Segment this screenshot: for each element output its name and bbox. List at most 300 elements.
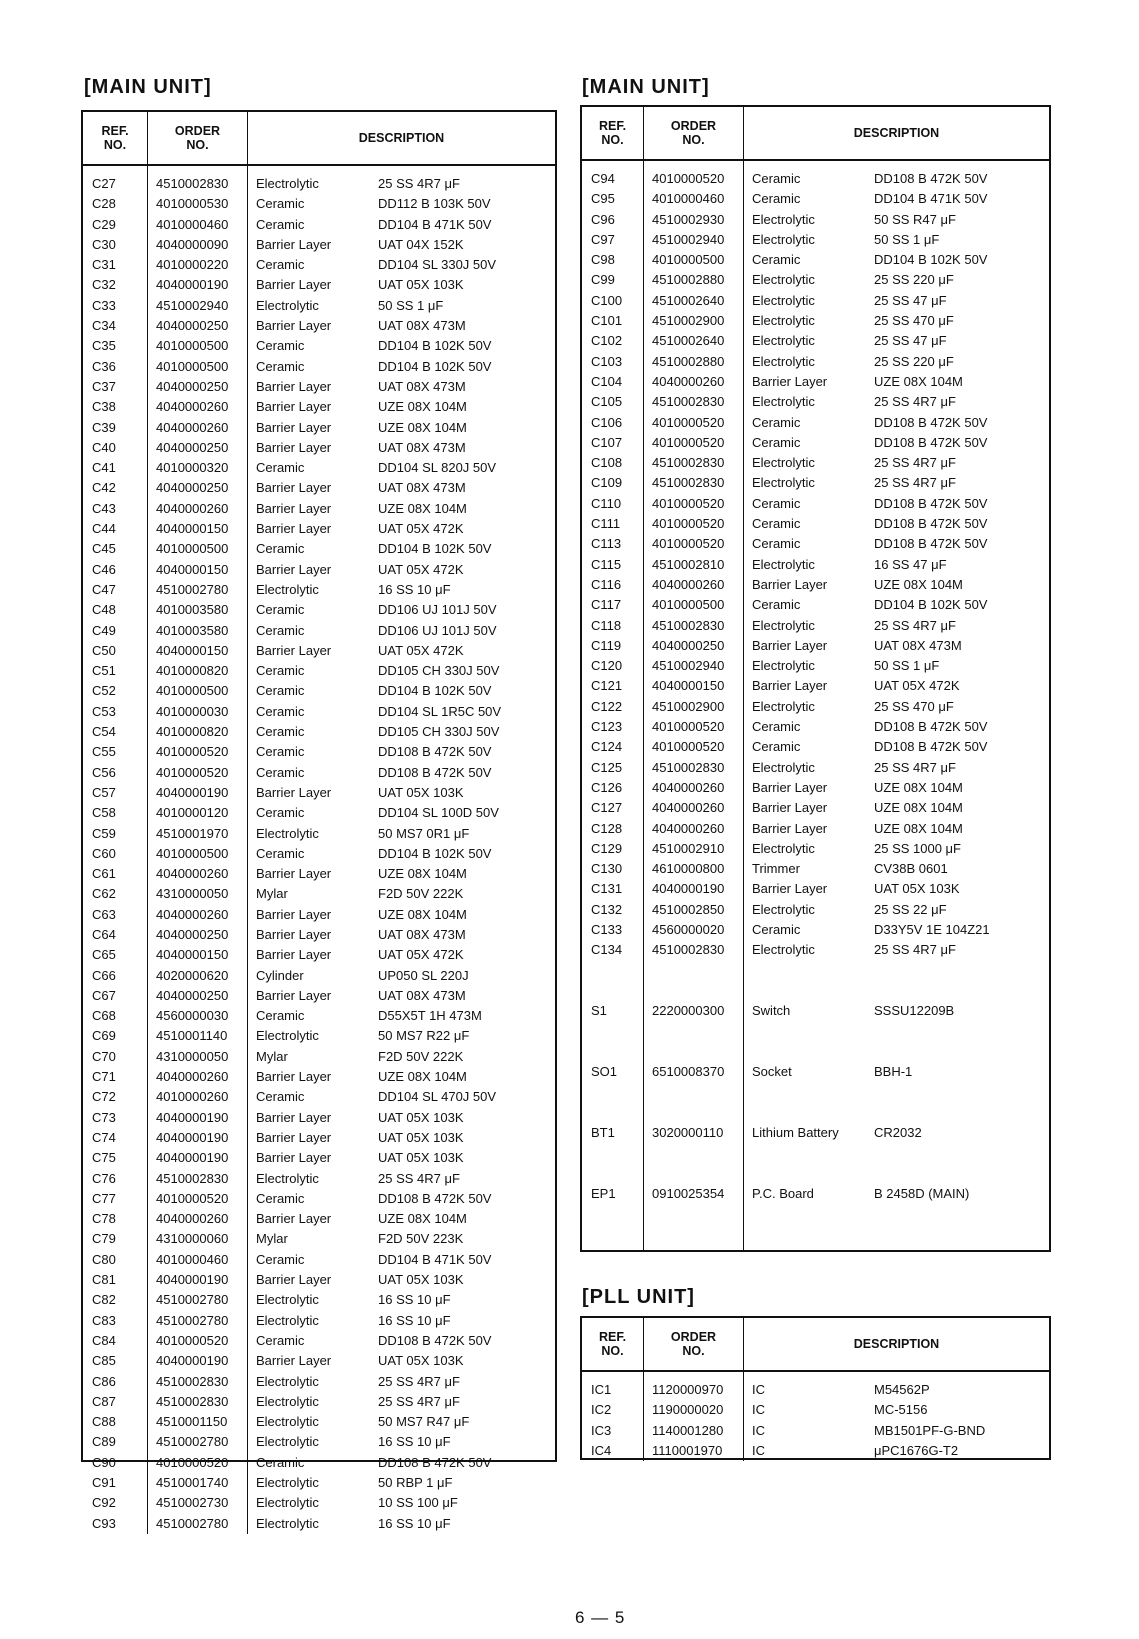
part-spec: UAT 05X 103K [378, 1150, 464, 1166]
description-cell [248, 1270, 555, 1290]
order-no-cell: 4010000520 [156, 1332, 229, 1348]
part-type: Ceramic [256, 622, 305, 638]
ref-no-cell: C129 [591, 840, 623, 856]
part-type: IC [752, 1422, 765, 1438]
part-type: Barrier Layer [256, 642, 332, 658]
ref-no-cell: C134 [591, 942, 623, 958]
ref-no-cell: IC4 [591, 1442, 612, 1458]
part-type: Barrier Layer [256, 866, 332, 882]
part-type: Switch [752, 1003, 791, 1019]
part-type: Ceramic [256, 1190, 305, 1206]
part-type: Barrier Layer [256, 521, 332, 537]
description-cell [248, 600, 555, 620]
part-spec: DD108 B 472K 50V [874, 719, 988, 735]
part-type: IC [752, 1382, 765, 1397]
ref-no-cell: IC1 [591, 1382, 612, 1397]
order-no-cell: 4010000520 [652, 536, 725, 552]
ref-no-cell: C37 [92, 378, 116, 394]
ref-no-cell: C50 [92, 642, 116, 658]
description-cell [744, 433, 1049, 453]
description-cell [744, 676, 1049, 696]
order-no-cell: 4560000020 [652, 921, 725, 937]
part-spec: DD108 B 472K 50V [378, 764, 492, 780]
part-type [752, 1042, 874, 1062]
description-cell [744, 331, 1049, 351]
ref-no-cell: C45 [92, 541, 116, 557]
ref-no-cell: C73 [92, 1109, 116, 1125]
part-type: Electrolytic [256, 825, 319, 841]
table-header [582, 1318, 1049, 1372]
ref-no-cell [582, 1021, 643, 1041]
description-cell [248, 905, 555, 925]
part-type: Electrolytic [256, 1434, 319, 1450]
part-type [752, 961, 874, 981]
ref-no-cell: C60 [92, 845, 116, 861]
part-spec: 25 SS 470 μF [874, 698, 954, 714]
ref-no-cell: C131 [591, 881, 623, 897]
description-cell [744, 291, 1049, 311]
description-cell [248, 275, 555, 295]
part-spec: DD104 B 102K 50V [378, 541, 492, 557]
part-spec: 16 SS 47 μF [874, 556, 947, 572]
description-cell [744, 1400, 1049, 1420]
part-spec: UAT 08X 473M [378, 987, 466, 1003]
part-type: Electrolytic [256, 297, 319, 313]
description-cell [248, 884, 555, 904]
ref-no-cell: C110 [591, 495, 622, 511]
part-spec: 25 SS 4R7 μF [378, 1393, 460, 1409]
description-cell [248, 1392, 555, 1412]
description-cell [744, 1380, 1049, 1400]
ref-no-cell: C29 [92, 216, 116, 232]
order-no-cell: 3020000110 [652, 1124, 724, 1140]
order-no-cell: 4510002940 [652, 231, 725, 247]
part-spec: UAT 08X 473M [874, 637, 962, 653]
ref-no-cell: C38 [92, 399, 116, 415]
part-spec: UZE 08X 104M [874, 779, 963, 795]
pll-unit-table [580, 1316, 1051, 1460]
part-type: Electrolytic [256, 1515, 319, 1531]
part-spec: UAT 05X 103K [378, 277, 464, 293]
part-spec: UZE 08X 104M [378, 419, 467, 435]
order-no-cell: 4010000520 [156, 744, 229, 760]
description-cell [248, 1514, 555, 1534]
order-no-cell: 4010000500 [156, 845, 229, 861]
ref-no-cell: C132 [591, 901, 623, 917]
part-spec: 25 SS 220 μF [874, 353, 954, 369]
ref-no-cell: C31 [92, 257, 116, 273]
description-cell [744, 210, 1049, 230]
part-spec: 25 SS 4R7 μF [874, 617, 956, 633]
part-spec: 25 SS 4R7 μF [378, 176, 460, 191]
description-cell [248, 336, 555, 356]
description-cell [744, 859, 1049, 879]
order-no-cell: 4010000500 [652, 597, 725, 613]
description-cell [248, 925, 555, 945]
description-cell [248, 478, 555, 498]
part-type: Electrolytic [752, 211, 815, 227]
part-spec: DD106 UJ 101J 50V [378, 622, 497, 638]
order-no-cell: 4040000150 [652, 678, 725, 694]
order-no-cell: 4010000520 [156, 764, 229, 780]
order-no-cell: 4510002880 [652, 353, 725, 369]
part-spec: UAT 08X 473M [378, 480, 466, 496]
part-type: Ceramic [752, 171, 801, 186]
part-spec: UZE 08X 104M [874, 820, 963, 836]
description-cell [248, 316, 555, 336]
part-spec: UZE 08X 104M [378, 500, 467, 516]
order-no-cell: 4510002780 [156, 1434, 229, 1450]
part-type: Barrier Layer [256, 926, 332, 942]
part-type: Ceramic [256, 460, 305, 476]
order-no-cell: 4010000820 [156, 663, 229, 679]
part-type: Barrier Layer [256, 784, 332, 800]
description-cell [248, 174, 555, 194]
ref-no-cell: C67 [92, 987, 116, 1003]
part-spec: F2D 50V 223K [378, 1231, 464, 1247]
part-spec: DD108 B 472K 50V [378, 1332, 492, 1348]
part-spec: UAT 08X 473M [378, 378, 466, 394]
part-spec: 25 SS 4R7 μF [378, 1170, 460, 1186]
description-cell [248, 702, 555, 722]
part-type: Barrier Layer [256, 399, 332, 415]
ref-no-cell: C27 [92, 176, 116, 191]
description-cell [744, 230, 1049, 250]
order-no-cell: 4010000500 [156, 683, 229, 699]
part-type: Electrolytic [752, 272, 815, 288]
order-no-cell: 1110001970 [652, 1442, 723, 1458]
ref-no-cell: C119 [591, 637, 622, 653]
part-spec: UZE 08X 104M [378, 399, 467, 415]
description-cell [248, 1453, 555, 1473]
order-no-cell: 4510002900 [652, 313, 725, 329]
ref-no-cell: C94 [591, 171, 615, 186]
part-type: Trimmer [752, 861, 800, 877]
description-cell [744, 413, 1049, 433]
description-cell [248, 1026, 555, 1046]
description-cell [248, 1087, 555, 1107]
ref-no-cell: C107 [591, 434, 623, 450]
order-no-column [148, 166, 248, 1534]
part-type: Electrolytic [256, 581, 319, 597]
description-cell [744, 473, 1049, 493]
ref-no-cell: C76 [92, 1170, 116, 1186]
ref-no-cell: C97 [591, 231, 615, 247]
part-spec: CV38B 0601 [874, 861, 948, 877]
description-cell [744, 494, 1049, 514]
part-spec: DD104 B 102K 50V [378, 338, 492, 354]
part-type [752, 1164, 874, 1184]
part-type: Ceramic [752, 495, 801, 511]
order-no-cell: 4510002780 [156, 1515, 229, 1531]
part-spec: DD108 B 472K 50V [874, 516, 988, 532]
part-type: IC [752, 1442, 765, 1458]
part-type: Electrolytic [752, 840, 815, 856]
part-spec: 50 SS 1 μF [874, 231, 940, 247]
order-no-cell: 4510002910 [652, 840, 725, 856]
part-spec: DD108 B 472K 50V [874, 434, 988, 450]
part-type: Barrier Layer [256, 1129, 332, 1145]
ref-no-cell: C95 [591, 191, 615, 207]
part-type: Lithium Battery [752, 1124, 839, 1140]
part-spec: DD108 B 472K 50V [874, 171, 988, 186]
part-type: Barrier Layer [256, 1353, 332, 1369]
description-cell [744, 1123, 1049, 1143]
ref-no-cell: C98 [591, 252, 615, 268]
part-spec: DD104 SL 820J 50V [378, 460, 497, 476]
part-type: Electrolytic [256, 1292, 319, 1308]
part-spec: 25 SS 47 μF [874, 292, 947, 308]
order-no-cell [644, 981, 743, 1001]
description-cell [744, 1062, 1049, 1082]
part-type: Ceramic [752, 739, 801, 755]
part-spec: DD104 B 102K 50V [378, 845, 492, 861]
ref-no-cell: C122 [591, 698, 623, 714]
part-type [752, 1021, 874, 1041]
part-spec: DD108 B 472K 50V [378, 1190, 492, 1206]
ref-no-cell: C68 [92, 1008, 116, 1024]
description-cell [248, 194, 555, 214]
part-spec: 50 SS R47 μF [874, 211, 956, 227]
order-no-cell: 4010000520 [652, 414, 725, 430]
ref-no-cell: C79 [92, 1231, 116, 1247]
part-type: Electrolytic [752, 901, 815, 917]
part-type: P.C. Board [752, 1185, 814, 1201]
part-type: Barrier Layer [256, 1069, 332, 1085]
part-spec: DD104 SL 330J 50V [378, 257, 497, 273]
description-cell [248, 296, 555, 316]
part-type: Ceramic [256, 744, 305, 760]
order-no-cell: 4040000190 [156, 784, 229, 800]
order-no-cell: 4310000060 [156, 1231, 229, 1247]
ref-no-cell: C100 [591, 292, 623, 308]
part-spec: UAT 05X 103K [378, 784, 464, 800]
part-spec: UZE 08X 104M [874, 373, 963, 389]
description-cell [744, 1021, 1049, 1041]
ref-no-cell: C108 [591, 455, 623, 471]
order-no-cell: 4510002730 [156, 1495, 229, 1511]
order-no-cell: 4510001970 [156, 825, 229, 841]
part-type: Electrolytic [752, 455, 815, 471]
order-no-cell: 4510002880 [652, 272, 725, 288]
part-spec: 16 SS 10 μF [378, 581, 451, 597]
ref-no-cell: C128 [591, 820, 623, 836]
description-cell [248, 661, 555, 681]
right-main-unit-table [580, 105, 1051, 1252]
ref-no-cell: C54 [92, 724, 116, 740]
description-cell [744, 1143, 1049, 1163]
ref-no-cell [582, 961, 643, 981]
description-cell [744, 819, 1049, 839]
part-spec: SSSU12209B [874, 1003, 955, 1019]
order-no-header: ORDER NO. [148, 112, 248, 164]
description-cell [248, 681, 555, 701]
ref-no-cell: C92 [92, 1495, 116, 1511]
part-spec: 25 SS 47 μF [874, 333, 947, 349]
part-type: Barrier Layer [256, 1272, 332, 1288]
part-spec: DD104 B 471K 50V [378, 1251, 492, 1267]
part-type: Ceramic [256, 602, 305, 618]
order-no-cell: 4040000250 [156, 480, 229, 496]
part-spec: B 2458D (MAIN) [874, 1185, 970, 1201]
part-type: Ceramic [256, 683, 305, 699]
order-no-cell: 4040000260 [156, 1069, 229, 1085]
ref-no-cell: C64 [92, 926, 116, 942]
ref-no-cell: C99 [591, 272, 615, 288]
part-spec: 10 SS 100 μF [378, 1495, 458, 1511]
description-cell [248, 1351, 555, 1371]
description-cell [248, 1229, 555, 1249]
description-cell [744, 270, 1049, 290]
part-type [752, 1103, 874, 1123]
part-type: Barrier Layer [752, 800, 828, 816]
ref-no-cell [582, 1143, 643, 1163]
part-type: Ceramic [256, 196, 305, 212]
order-no-cell: 4510002850 [652, 901, 725, 917]
part-spec: D55X5T 1H 473M [378, 1008, 482, 1024]
ref-no-cell: C83 [92, 1312, 116, 1328]
order-no-cell: 4510002830 [156, 1393, 229, 1409]
part-type: Ceramic [752, 414, 801, 430]
left-main-unit-table [81, 110, 557, 1531]
order-no-cell [644, 1164, 743, 1184]
order-no-cell: 4510002830 [156, 1373, 229, 1389]
part-type: Electrolytic [752, 353, 815, 369]
description-cell [248, 1493, 555, 1513]
part-spec: UP050 SL 220J [378, 967, 469, 983]
order-no-cell: 0910025354 [652, 1185, 725, 1201]
part-spec: DD108 B 472K 50V [378, 1454, 492, 1470]
part-spec: 25 SS 22 μF [874, 901, 947, 917]
ref-no-cell: C46 [92, 561, 116, 577]
part-type: Barrier Layer [256, 1150, 332, 1166]
ref-no-cell: C82 [92, 1292, 116, 1308]
part-type: Ceramic [256, 358, 305, 374]
part-type: Ceramic [752, 516, 801, 532]
ref-no-cell: C86 [92, 1373, 116, 1389]
part-type: Electrolytic [256, 1393, 319, 1409]
order-no-cell: 4510002940 [652, 658, 725, 674]
order-no-cell: 4010000260 [156, 1089, 229, 1105]
ref-no-cell: C41 [92, 460, 116, 476]
description-cell [744, 250, 1049, 270]
order-no-cell: 4040000260 [652, 779, 725, 795]
order-no-cell: 4010000520 [652, 171, 725, 186]
order-no-cell: 4040000190 [156, 1109, 229, 1125]
ref-no-cell: C70 [92, 1048, 116, 1064]
ref-no-cell: C81 [92, 1272, 116, 1288]
order-no-cell [644, 961, 743, 981]
order-no-cell: 4040000260 [156, 866, 229, 882]
part-spec: 25 SS 4R7 μF [874, 394, 956, 410]
description-cell [744, 1103, 1049, 1123]
order-no-cell: 4040000250 [156, 926, 229, 942]
description-cell [744, 879, 1049, 899]
ref-no-cell: C61 [92, 866, 116, 882]
order-no-cell: 4040000090 [156, 236, 229, 252]
order-no-cell: 4040000150 [156, 561, 229, 577]
order-no-cell: 4510002930 [652, 211, 725, 227]
ref-no-cell: C62 [92, 886, 116, 902]
part-type: Barrier Layer [752, 881, 828, 897]
order-no-cell: 4510002830 [652, 759, 725, 775]
ref-no-cell: C85 [92, 1353, 116, 1369]
part-spec: UZE 08X 104M [874, 800, 963, 816]
ref-no-cell: C49 [92, 622, 116, 638]
ref-no-cell: C36 [92, 358, 116, 374]
ref-no-cell: C106 [591, 414, 623, 430]
description-cell [744, 1082, 1049, 1102]
part-spec: DD104 SL 1R5C 50V [378, 703, 502, 719]
part-type: Ceramic [752, 536, 801, 552]
description-cell [744, 1184, 1049, 1204]
order-no-header: ORDER NO. [644, 1318, 744, 1370]
description-cell [248, 1412, 555, 1432]
ref-no-cell: C72 [92, 1089, 116, 1105]
part-type: Barrier Layer [256, 1211, 332, 1227]
description-cell [248, 1331, 555, 1351]
description-column [744, 161, 1049, 1250]
ref-no-cell: C116 [591, 576, 622, 592]
page-number: 6 — 5 [575, 1608, 626, 1627]
ref-no-cell: C120 [591, 658, 623, 674]
ref-no-cell: C51 [92, 663, 116, 679]
order-no-cell: 4010000460 [156, 1251, 229, 1267]
ref-no-cell: C126 [591, 779, 623, 795]
part-spec: DD105 CH 330J 50V [378, 724, 500, 740]
description-cell [744, 981, 1049, 1001]
order-no-cell: 4010000500 [156, 358, 229, 374]
description-cell [248, 966, 555, 986]
ref-no-cell: C44 [92, 521, 116, 537]
order-no-cell: 4010000500 [156, 338, 229, 354]
order-no-cell: 4510002810 [652, 556, 725, 572]
ref-no-cell: C118 [591, 617, 622, 633]
part-spec: UZE 08X 104M [378, 866, 467, 882]
part-type: Ceramic [256, 1251, 305, 1267]
order-no-cell: 4510002830 [652, 617, 725, 633]
order-no-cell [644, 1021, 743, 1041]
ref-no-cell: C33 [92, 297, 116, 313]
part-type: Barrier Layer [256, 906, 332, 922]
part-type: Barrier Layer [256, 378, 332, 394]
ref-no-cell: C71 [92, 1069, 116, 1085]
order-no-cell: 4040000250 [156, 318, 229, 334]
order-no-cell: 4510001150 [156, 1414, 228, 1430]
part-spec: UAT 05X 103K [874, 881, 960, 897]
part-type: Ceramic [256, 663, 305, 679]
ref-no-cell: C133 [591, 921, 623, 937]
ref-no-cell: C125 [591, 759, 623, 775]
ref-no-cell: C130 [591, 861, 623, 877]
order-no-cell: 4010000320 [156, 460, 229, 476]
description-cell [744, 920, 1049, 940]
order-no-cell: 4560000030 [156, 1008, 229, 1024]
part-spec: DD104 SL 100D 50V [378, 805, 499, 821]
ref-no-cell: C124 [591, 739, 623, 755]
part-type: Cylinder [256, 967, 304, 983]
description-cell [744, 940, 1049, 960]
part-type: Barrier Layer [752, 576, 828, 592]
part-type: Barrier Layer [752, 779, 828, 795]
part-type: Electrolytic [752, 658, 815, 674]
order-no-cell: 4010000520 [652, 719, 725, 735]
part-spec: DD104 B 102K 50V [874, 252, 988, 268]
order-no-cell: 4040000190 [652, 881, 725, 897]
part-type: Ceramic [752, 597, 801, 613]
part-spec: BBH-1 [874, 1064, 913, 1080]
order-no-cell: 4510002830 [156, 1170, 229, 1186]
